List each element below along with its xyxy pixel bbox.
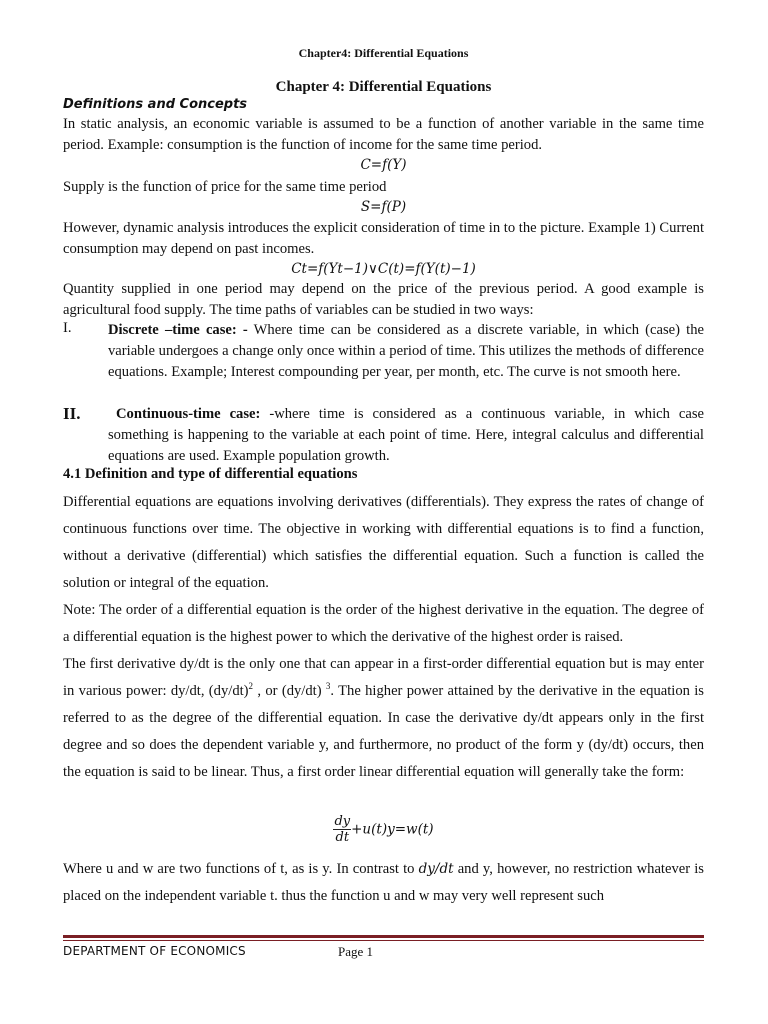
equation-dynamic: Ct=f(Yt−1)∨C(t)=f(Y(t)−1) xyxy=(291,261,476,277)
paragraph-order-degree: Note: The order of a differential equation is the order of the highest derivative in the equation. The degree of a differential equation is the highest power to which the derivative of the highest order is raised. xyxy=(63,602,704,645)
paragraph-functions xyxy=(63,856,704,910)
list-marker-1: I. xyxy=(63,320,72,336)
linear-text-a: The first derivative dy/dt is the only one that can appear in a first-order differential equation but is may enter in various power: dy/dt, (dy/dt) xyxy=(63,656,704,699)
paragraph-dynamic: However, dynamic analysis introduces the explicit consideration of time in to the picture. Example 1) Current consumption may depend on past incomes. xyxy=(63,220,704,257)
superscript-2: 2 xyxy=(248,680,254,691)
superscript-3: 3 xyxy=(325,680,331,691)
functions-text-a: Where u and w are two functions of t, as is y. In contrast to xyxy=(63,861,419,877)
paragraph-static: In static analysis, an economic variable is assumed to be a function of another variable in the same time period. Example: consumption is the function of income for the same time period. xyxy=(63,116,704,153)
footer-rule-thin xyxy=(63,940,704,941)
derivative-fraction xyxy=(333,814,351,845)
chapter-title: Chapter 4: Differential Equations xyxy=(275,79,492,95)
subheading-definitions: Definitions and Concepts xyxy=(63,97,248,112)
footer-department: DEPARTMENT OF ECONOMICS xyxy=(63,944,246,958)
fraction-denominator: dt xyxy=(335,830,350,845)
paragraph-linear xyxy=(63,651,704,786)
section-heading: 4.1 Definition and type of differential equations xyxy=(63,466,358,482)
footer-page-number: Page 1 xyxy=(338,944,374,959)
list-item-discrete xyxy=(108,320,704,382)
linear-text-c: . The higher power attained by the derivative in the equation is referred to as the degree of the differential equation. In case the derivative dy/dt appears only in the first degree and so does the dependent variable y, and furthermore, no product of the form y (dy/dt) occurs, then the equation is said to be linear. Thus, a first order linear differential equation will generally take the form: xyxy=(63,682,704,780)
equation-remainder: +u(t)y=w(t) xyxy=(351,821,434,838)
list-item-continuous xyxy=(108,404,704,466)
footer-rule-thick xyxy=(63,935,704,938)
list-term-continuous: Continuous-time case: xyxy=(116,406,261,422)
paragraph-quantity: Quantity supplied in one period may depend on the price of the previous period. A good example is agricultural food supply. The time paths of variables can be studied in two ways: xyxy=(63,281,704,318)
list-term-discrete: Discrete –time case: - xyxy=(108,322,248,338)
equation-linear-form xyxy=(63,814,704,845)
list-marker-2: II. xyxy=(63,404,81,423)
inline-derivative: dy/dt xyxy=(418,861,454,877)
equation-supply: S=f(P) xyxy=(360,199,407,215)
list-text-discrete: Where time can be considered as a discrete variable, in which (case) the variable undergoes a change only once within a period of time. This utilizes the methods of difference equations. Example; Interest compounding per year, per month, etc. The curve is not smooth here. xyxy=(108,322,704,380)
fraction-numerator: dy xyxy=(334,814,351,829)
paragraph-definition: Differential equations are equations involving derivatives (differentials). They express the rates of change of continuous functions over time. The objective in working with differential equations is to find a function, without a derivative (differential) which satisfies the differential equation. Such a function is called the solution or integral of the equation. xyxy=(63,494,704,591)
functions-text-b: and y, however, no restriction whatever is placed on the independent variable t. thus the function u and w may very well represent such xyxy=(63,861,704,904)
linear-text-b: , or (dy/dt) xyxy=(253,682,326,699)
paragraph-supply: Supply is the function of price for the same time period xyxy=(63,179,387,195)
equation-consumption: C=f(Y) xyxy=(360,157,407,173)
list-text-continuous: -where time is considered as a continuous variable, in which case something is happening to the variable at each point of time. Here, integral calculus and differential equations are used. Example population growth. xyxy=(108,406,704,464)
running-header: Chapter4: Differential Equations xyxy=(298,46,469,60)
